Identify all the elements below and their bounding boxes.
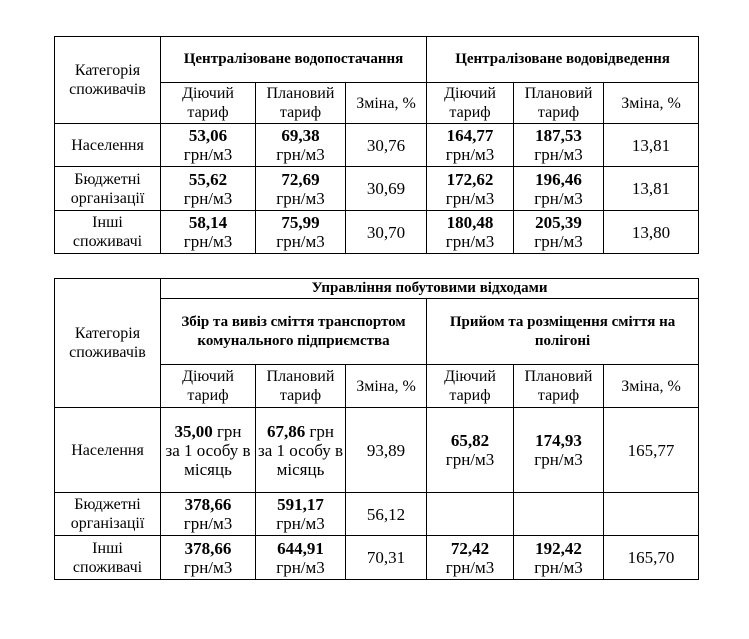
change-header: Зміна, % — [604, 365, 699, 408]
cell-change: 56,12 — [346, 493, 427, 536]
change-header: Зміна, % — [346, 83, 427, 124]
water-drainage-header: Централізоване водовідведення — [427, 37, 699, 83]
current-tariff-header: Діючий тариф — [161, 83, 256, 124]
table-row — [55, 211, 699, 254]
cell-change: 30,76 — [346, 124, 427, 167]
planned-tariff-header: Плановий тариф — [256, 83, 346, 124]
cell-value: 591,17 грн/м3 — [256, 493, 346, 536]
cell-value: 75,99 грн/м3 — [256, 211, 346, 254]
cell-value: 67,86 грн за 1 особу в місяць — [256, 408, 346, 493]
table-row — [55, 536, 699, 580]
landfill-header: Прийом та розміщення сміття на полігоні — [427, 299, 699, 365]
row-category: Бюджетні організації — [55, 493, 161, 536]
cell-change: 30,70 — [346, 211, 427, 254]
change-header: Зміна, % — [604, 83, 699, 124]
table-row — [55, 124, 699, 167]
water-tariff-table — [54, 36, 699, 254]
empty-cell — [604, 493, 699, 536]
cell-change: 165,70 — [604, 536, 699, 580]
cell-value: 192,42 грн/м3 — [514, 536, 604, 580]
cell-value: 53,06 грн/м3 — [161, 124, 256, 167]
waste-tariff-table — [54, 278, 699, 580]
empty-cell — [427, 493, 514, 536]
water-supply-header: Централізоване водопостачання — [161, 37, 427, 83]
empty-cell — [514, 493, 604, 536]
cell-change: 93,89 — [346, 408, 427, 493]
planned-tariff-header: Плановий тариф — [514, 83, 604, 124]
cell-change: 30,69 — [346, 167, 427, 211]
planned-tariff-header: Плановий тариф — [256, 365, 346, 408]
cell-value: 69,38 грн/м3 — [256, 124, 346, 167]
cell-value: 35,00 грн за 1 особу в місяць — [161, 408, 256, 493]
cell-value: 72,69 грн/м3 — [256, 167, 346, 211]
cell-value: 196,46 грн/м3 — [514, 167, 604, 211]
planned-tariff-header: Плановий тариф — [514, 365, 604, 408]
cell-change: 165,77 — [604, 408, 699, 493]
cell-value: 164,77 грн/м3 — [427, 124, 514, 167]
cell-value: 58,14 грн/м3 — [161, 211, 256, 254]
row-category: Інші споживачі — [55, 211, 161, 254]
cell-change: 13,81 — [604, 124, 699, 167]
table-row — [55, 167, 699, 211]
current-tariff-header: Діючий тариф — [427, 365, 514, 408]
cell-value: 644,91 грн/м3 — [256, 536, 346, 580]
current-tariff-header: Діючий тариф — [161, 365, 256, 408]
category-header: Категорія споживачів — [55, 37, 161, 124]
row-category: Населення — [55, 124, 161, 167]
table-row — [55, 493, 699, 536]
cell-change: 13,81 — [604, 167, 699, 211]
cell-value: 378,66 грн/м3 — [161, 536, 256, 580]
current-tariff-header: Діючий тариф — [427, 83, 514, 124]
row-category: Інші споживачі — [55, 536, 161, 580]
cell-value: 72,42 грн/м3 — [427, 536, 514, 580]
cell-change: 70,31 — [346, 536, 427, 580]
row-category: Населення — [55, 408, 161, 493]
table-row — [55, 408, 699, 493]
cell-value: 55,62 грн/м3 — [161, 167, 256, 211]
cell-value: 180,48 грн/м3 — [427, 211, 514, 254]
change-header: Зміна, % — [346, 365, 427, 408]
cell-value: 65,82 грн/м3 — [427, 408, 514, 493]
cell-value: 172,62 грн/м3 — [427, 167, 514, 211]
waste-management-title: Управління побутовими відходами — [161, 279, 699, 299]
cell-value: 378,66 грн/м3 — [161, 493, 256, 536]
cell-value: 205,39 грн/м3 — [514, 211, 604, 254]
cell-value: 187,53 грн/м3 — [514, 124, 604, 167]
category-header: Категорія споживачів — [55, 279, 161, 408]
cell-value: 174,93 грн/м3 — [514, 408, 604, 493]
cell-change: 13,80 — [604, 211, 699, 254]
row-category: Бюджетні організації — [55, 167, 161, 211]
waste-collection-header: Збір та вивіз сміття транспортом комунального підприємства — [161, 299, 427, 365]
